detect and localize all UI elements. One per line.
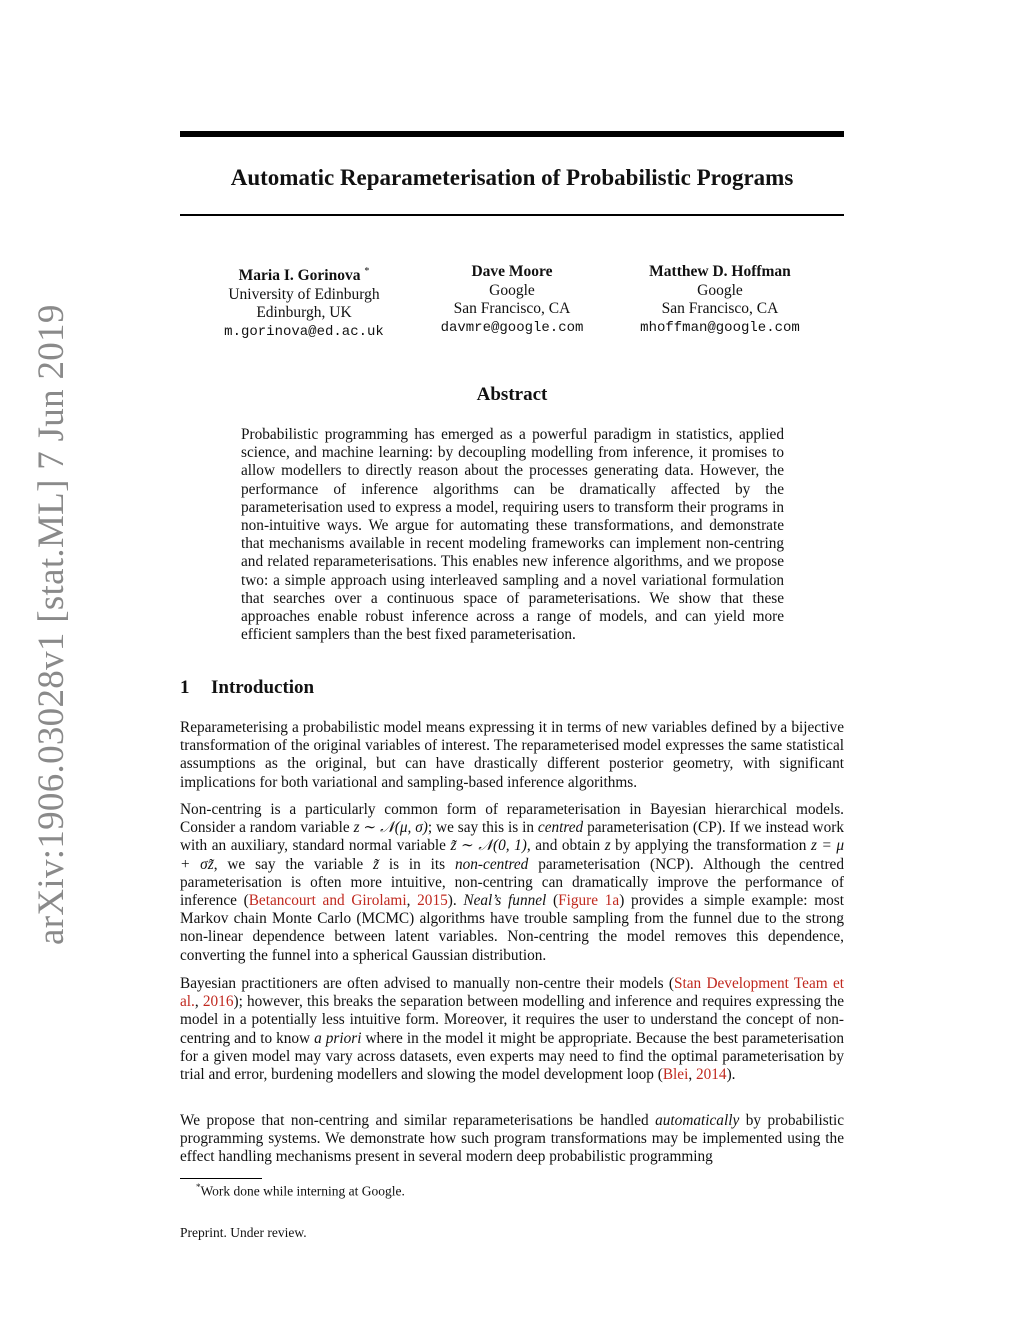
text-run: , we say the variable xyxy=(213,855,374,873)
abstract-heading: Abstract xyxy=(476,384,548,405)
author-name: Matthew D. Hoffman xyxy=(649,263,791,280)
author-email[interactable]: davmre@google.com xyxy=(440,319,584,336)
abstract-text: Probabilistic programming has emerged as a powerful paradigm in statistics, applied science, and machine learning: by decoupling modelling from inference, it promises to allow modellers to directly reason about the processes generating data. However, the performance of inference algorithms can be dramatically affected by the parameterisation used to express a model, requiring users to transform their programs in non-intuitive ways. We argue for automating these transformations, and demonstrate that mechanisms available in recent modeling frameworks can implement non-centring and related reparameterisations. This enables new inference algorithms, and we propose two: a simple approach using interleaved sampling and a novel variational formulation that searches over a continuous space of parameterisations. We show that these approaches enable robust inference across a range of models, and can yield more efficient samplers than the best fixed parameterisation. xyxy=(241,426,784,644)
footnote-text: Work done while interning at Google. xyxy=(200,1183,405,1199)
author-email[interactable]: m.gorinova@ed.ac.uk xyxy=(224,323,384,340)
section-heading xyxy=(180,677,314,699)
text-run: ( xyxy=(546,892,559,910)
math-expression: z̃ ∼ 𝒩(0, 1) xyxy=(450,837,527,855)
text-run: , xyxy=(194,993,203,1011)
title-rule-top xyxy=(180,131,844,137)
paper-title: Automatic Reparameterisation of Probabilistic Programs xyxy=(230,165,794,190)
text-run: parameterisation (CP). If we instead work with an auxiliary, standard normal variable xyxy=(180,819,844,855)
citation-year-link[interactable]: 2015 xyxy=(417,892,448,910)
figure-reference-link[interactable]: Figure 1a xyxy=(558,892,620,910)
title-rule-bottom xyxy=(180,214,844,216)
author-name: Dave Moore xyxy=(471,263,553,280)
section-title: Introduction xyxy=(211,677,315,698)
math-expression: z ∼ 𝒩(μ, σ) xyxy=(353,819,428,837)
text-run: ); however, this breaks the separation between modelling and inference and requires expressing the model in a potentially less intuitive form. Moreover, it requires the user to understand the concept of non-centring and to know xyxy=(180,993,844,1047)
text-run: ) provides a simple example: most Markov chain Monte Carlo (MCMC) algorithms have trouble sampling from the funnel due to the strong non-linear dependence between latent variables. Non-centring the model removes this dependence, converting the funnel into a spherical Gaussian distribution. xyxy=(180,892,845,964)
emphasis: Neal’s funnel xyxy=(463,892,547,910)
text-run: , xyxy=(688,1066,696,1084)
footnote-mark: * xyxy=(364,266,370,277)
author-block-1 xyxy=(194,263,414,341)
arxiv-identifier: arXiv:1906.03028v1 [stat.ML] 7 Jun 2019 xyxy=(31,304,72,945)
footnote-mark: * xyxy=(196,1182,201,1192)
text-run: by applying the transformation xyxy=(610,837,811,855)
author-block-3 xyxy=(610,263,830,337)
text-run: ; we say this is in xyxy=(427,819,538,837)
author-name: Maria I. Gorinova xyxy=(238,267,361,285)
text-run: ). xyxy=(726,1066,736,1084)
text-run: We propose that non-centring and similar reparameterisations be handled xyxy=(180,1112,656,1129)
emphasis: automatically xyxy=(655,1112,740,1129)
paragraph-3 xyxy=(180,975,844,1084)
math-expression: z̃ xyxy=(373,855,379,873)
paragraph-1: Reparameterising a probabilistic model means expressing it in terms of new variables defined by a bijective transformation of the original variables of interest. The reparameterised model expresses the same statistical assumptions as the original, but can have drastically different posterior geometry, with significant implications for both variational and sampling-based inference algorithms. xyxy=(180,719,844,791)
preprint-notice: Preprint. Under review. xyxy=(180,1225,307,1240)
text-run: , xyxy=(406,892,418,910)
text-run: Non-centring is a particularly common form of reparameterisation in Bayesian hierarchical models. Consider a random variable xyxy=(180,801,844,837)
citation-link[interactable]: Stan Development Team et al. xyxy=(180,975,844,1011)
author-affiliation: Google xyxy=(697,281,743,299)
citation-link[interactable]: Betancourt and Girolami xyxy=(248,892,407,910)
math-expression: z = μ + σz̃ xyxy=(180,837,844,873)
text-run: parameterisation (NCP). Although the centred parameterisation is often more intuitive, non-centring can dramatically improve the performance of inference ( xyxy=(180,855,844,910)
emphasis: a priori xyxy=(314,1029,362,1047)
text-run: Bayesian practitioners are often advised to manually non-centre their models ( xyxy=(180,975,674,992)
author-block-2 xyxy=(402,263,622,337)
emphasis: non-centred xyxy=(454,855,529,873)
section-number: 1 xyxy=(180,677,190,698)
text-run: , and obtain xyxy=(526,837,605,855)
paragraph-4 xyxy=(180,1112,844,1167)
citation-link[interactable]: Blei xyxy=(662,1066,689,1084)
footnote xyxy=(196,1179,405,1200)
math-expression: z xyxy=(604,837,611,855)
text-run: ). xyxy=(447,892,464,910)
text-run: by probabilistic programming systems. We demonstrate how such program transformations may be implemented using the effect handling mechanisms present in several modern deep probabilistic programming xyxy=(180,1112,844,1166)
author-location: Edinburgh, UK xyxy=(256,304,352,322)
emphasis: centred xyxy=(537,819,584,837)
author-location: San Francisco, CA xyxy=(453,300,571,317)
citation-year-link[interactable]: 2016 xyxy=(202,993,234,1011)
author-location: San Francisco, CA xyxy=(661,300,779,317)
text-run: is in its xyxy=(378,855,455,873)
author-email[interactable]: mhoffman@google.com xyxy=(640,319,800,336)
citation-year-link[interactable]: 2014 xyxy=(695,1066,727,1084)
text-run: where in the model it might be appropriate. Because the best parameterisation for a given model may vary across datasets, even experts may need to find the optimal parameterisation by trial and error, burdening modellers and slowing the model development loop ( xyxy=(180,1029,844,1084)
author-affiliation: Google xyxy=(489,281,535,299)
author-affiliation: University of Edinburgh xyxy=(228,285,380,303)
paragraph-2 xyxy=(180,801,844,965)
